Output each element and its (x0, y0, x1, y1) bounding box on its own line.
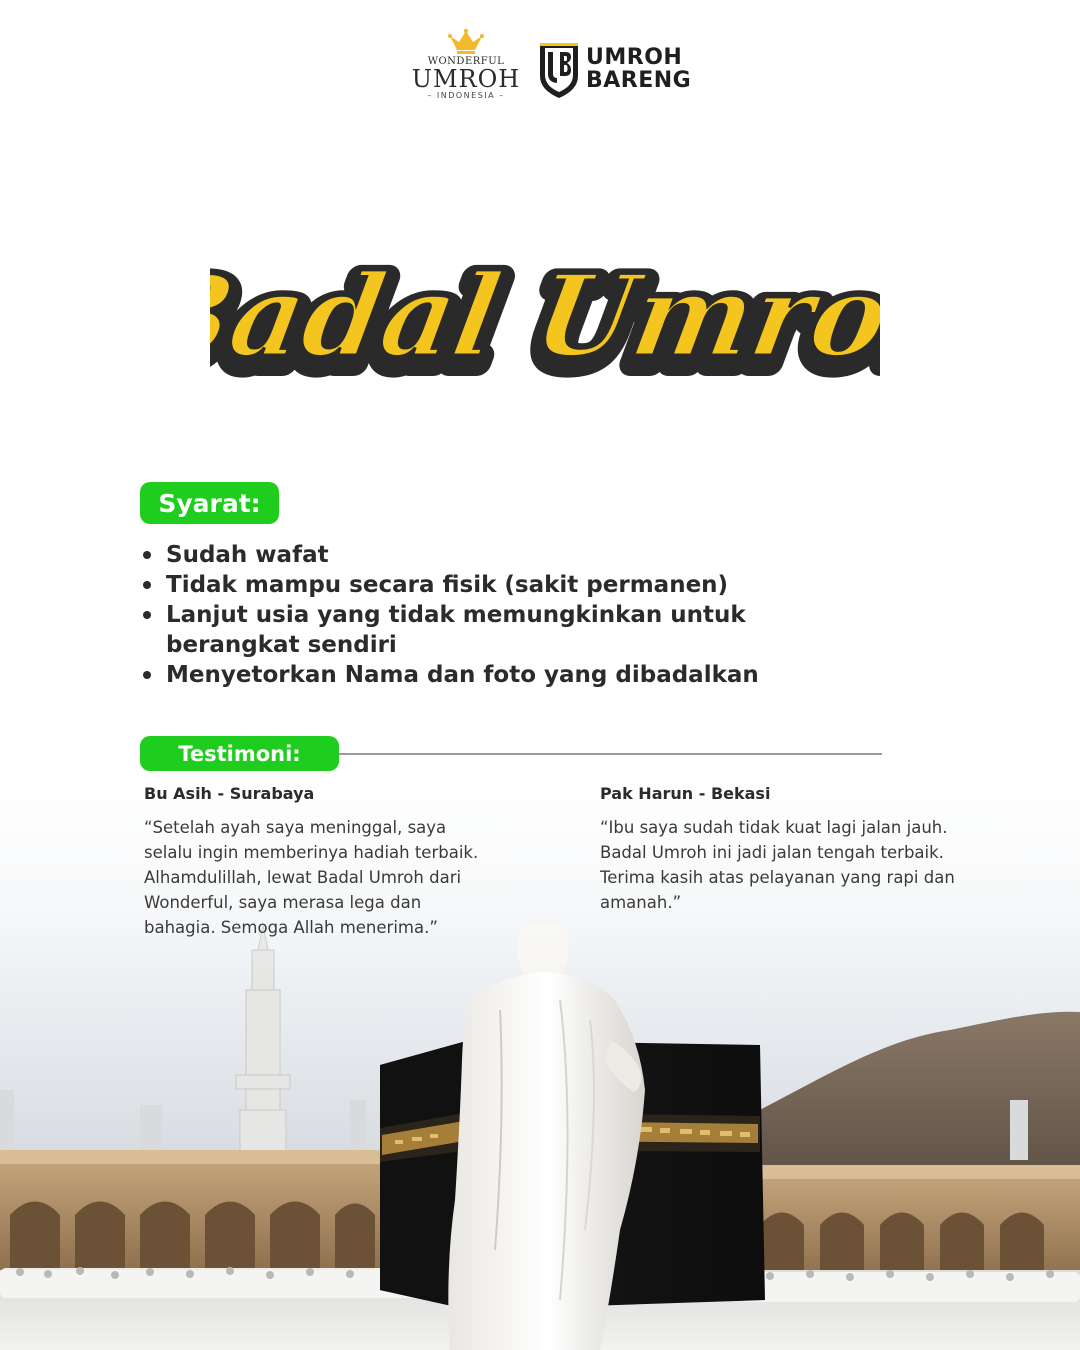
logo-umroh-bareng-line2: BARENG (586, 68, 692, 93)
syarat-label: Syarat: (140, 482, 279, 524)
logo-umroh-bareng-text (586, 46, 691, 92)
testimonial-quote: “Ibu saya sudah tidak kuat lagi jalan jauh. Badal Umroh ini jadi jalan tengah terbaik. Terima kasih atas pelayanan yang rapi dan amanah.” (600, 818, 955, 912)
logo-wonderful-main-text: UMROH (411, 65, 521, 93)
testimonial-name: Bu Asih - Surabaya (144, 784, 315, 803)
list-item: Tidak mampu secara fisik (sakit permanen) (140, 570, 900, 600)
testimoni-label: Testimoni: (140, 736, 339, 771)
testimonial-card (144, 783, 484, 940)
list-item: Menyetorkan Nama dan foto yang dibadalkan (140, 660, 900, 690)
umroh-bareng-logo (536, 40, 696, 102)
logo-wonderful-sub-text: – INDONESIA – (427, 91, 505, 100)
ub-shield-icon (536, 40, 582, 100)
title-graphic (210, 235, 880, 415)
title-outline: Badal Umroh (210, 257, 880, 390)
wonderful-umroh-logo (408, 28, 524, 113)
testimonial-quote: “Setelah ayah saya meninggal, saya selalu ingin memberinya hadiah terbaik. Alhamdulillah, lewat Badal Umroh dari Wonderful, saya merasa lega dan bahagia. Semoga Allah menerima.” (144, 818, 479, 937)
page-title (210, 235, 880, 415)
header-logos (0, 28, 1080, 113)
testimoni-divider (339, 753, 882, 755)
list-item: Sudah wafat (140, 540, 900, 570)
logo-umroh-bareng-line1: UMROH (586, 45, 683, 70)
list-item: Lanjut usia yang tidak memungkinkan untuk berangkat sendiri (140, 600, 900, 660)
logo-wonderful-top-text: WONDERFUL (427, 56, 505, 67)
syarat-list (140, 540, 900, 690)
title-text: Badal Umroh (210, 249, 880, 382)
testimonial-card (600, 783, 960, 915)
testimonial-name: Pak Harun - Bekasi (600, 784, 771, 803)
crown-icon (447, 28, 485, 56)
